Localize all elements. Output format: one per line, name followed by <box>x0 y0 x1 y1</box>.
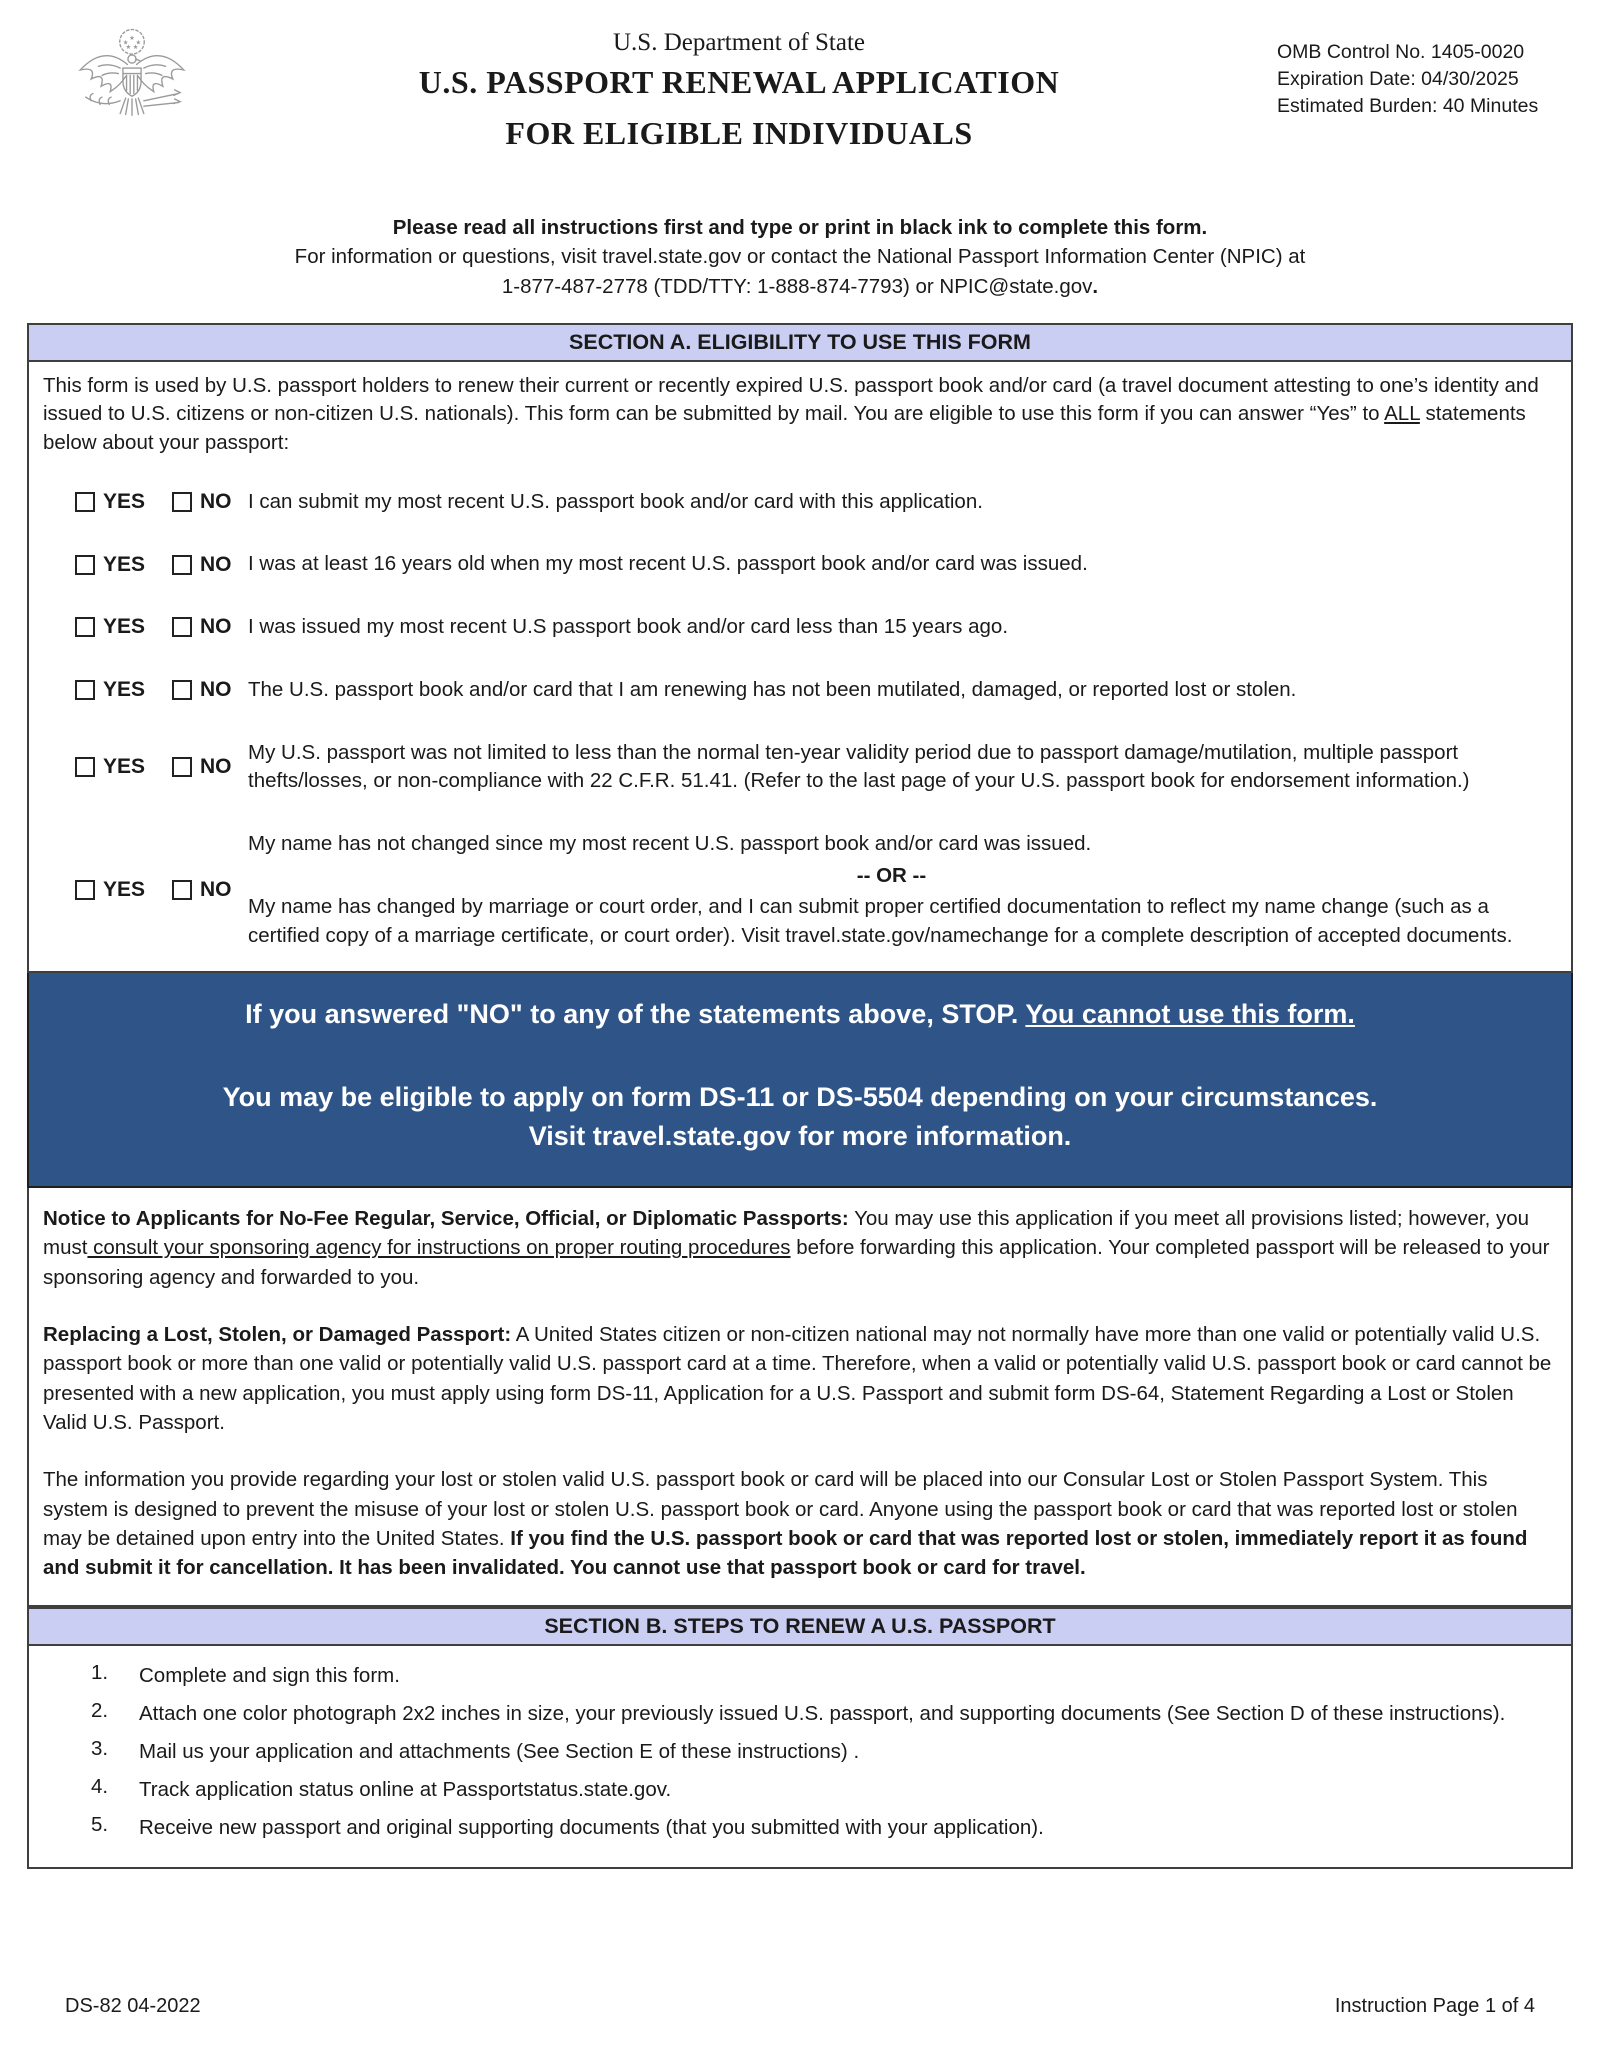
no-option-6[interactable]: NO <box>172 878 248 902</box>
form-title-line-2: FOR ELIGIBLE INDIVIDUALS <box>505 115 973 152</box>
omb-info <box>1277 25 1539 120</box>
yes-checkbox-1[interactable] <box>75 492 95 512</box>
svg-text:★: ★ <box>125 44 132 52</box>
no-checkbox-3[interactable] <box>172 617 192 637</box>
statement-6-part-2: My name has changed by marriage or court order, and I can submit proper certified documentation to reflect my name change (such as a certified copy of a marriage certificate, or court order). Visit travel.state.gov/namechange for a complete description of accepted documents. <box>248 895 1513 947</box>
yes-option-4[interactable]: YES <box>75 678 172 702</box>
statement-1: I can submit my most recent U.S. passport book and/or card with this application. <box>248 489 983 513</box>
page-number-label: Instruction Page 1 of 4 <box>1334 1995 1535 2017</box>
notices-section <box>27 1188 1573 1606</box>
notice-no-fee: Notice to Applicants for No-Fee Regular, Service, Official, or Diplomatic Passports: You may use this application if you meet all provisions listed; however, you must consult your sponsoring agency for instructions on proper routing procedures before forwarding this application. Your completed passport will be released to your sponsoring agency and forwarded to you. <box>43 1207 1550 1289</box>
form-title-line-1: U.S. PASSPORT RENEWAL APPLICATION <box>418 64 1060 100</box>
omb-expiration-date: Expiration Date: 04/30/2025 <box>1277 67 1519 90</box>
no-option-2[interactable]: NO <box>172 553 248 577</box>
step-3: 3. Mail us your application and attachments (See Section E of these instructions) . <box>91 1736 860 1763</box>
eligibility-row-6 <box>75 830 1541 951</box>
eligibility-row-2 <box>75 550 1541 579</box>
yes-option-3[interactable]: YES <box>75 615 172 639</box>
section-b-steps <box>27 1646 1573 1870</box>
title-block <box>201 25 1277 159</box>
eligibility-row-4 <box>75 676 1541 705</box>
stop-banner-line-2: You may be eligible to apply on form DS-11 or DS-5504 depending on your circumstances. <box>222 1081 1378 1112</box>
no-option-3[interactable]: NO <box>172 615 248 639</box>
omb-estimated-burden: Estimated Burden: 40 Minutes <box>1277 94 1539 117</box>
statement-4: The U.S. passport book and/or card that I am renewing has not been mutilated, damaged, or reported lost or stolen. <box>248 677 1297 701</box>
section-a-content <box>27 362 1573 973</box>
svg-text:★: ★ <box>135 39 142 47</box>
svg-text:★: ★ <box>129 34 135 42</box>
intro-line-2: For information or questions, visit travel.state.gov or contact the National Passport Information Center (NPIC) at <box>294 245 1306 269</box>
section-b-header: SECTION B. STEPS TO RENEW A U.S. PASSPORT <box>27 1607 1573 1646</box>
statement-3: I was issued my most recent U.S passport book and/or card less than 15 years ago. <box>248 615 1009 639</box>
yes-checkbox-6[interactable] <box>75 880 95 900</box>
step-4: 4. Track application status online at Passportstatus.state.gov. <box>91 1774 672 1801</box>
statement-6 <box>248 830 1541 951</box>
statement-2: I was at least 16 years old when my most recent U.S. passport book and/or card was issued. <box>248 552 1088 576</box>
section-a-header: SECTION A. ELIGIBILITY TO USE THIS FORM <box>27 323 1573 362</box>
step-2: 2. Attach one color photograph 2x2 inches in size, your previously issued U.S. passport, and supporting documents (See Section D of these instructions). <box>91 1698 1506 1725</box>
eligibility-row-1 <box>75 488 1541 517</box>
form-number: DS-82 04-2022 <box>65 1995 201 2017</box>
intro-instructions <box>27 213 1573 300</box>
page-footer <box>27 1995 1573 2018</box>
eligibility-row-5 <box>75 739 1541 796</box>
step-5: 5. Receive new passport and original supporting documents (that you submitted with your application). <box>91 1812 1044 1839</box>
page-header <box>27 25 1573 159</box>
intro-line-1: Please read all instructions first and type or print in black ink to complete this form. <box>392 216 1208 240</box>
no-checkbox-1[interactable] <box>172 492 192 512</box>
no-checkbox-5[interactable] <box>172 757 192 777</box>
eligibility-rows <box>41 458 1559 951</box>
section-a-intro: This form is used by U.S. passport holders to renew their current or recently expired U.S. passport book and/or card (a travel document attesting to one’s identity and issued to U.S. citizens or non-citizen U.S. nationals). This form can be submitted by mail. You are eligible to use this form if you can answer “Yes” to ALL statements below about your passport: <box>43 373 1539 455</box>
no-checkbox-2[interactable] <box>172 555 192 575</box>
yes-option-5[interactable]: YES <box>75 755 172 779</box>
or-divider: -- OR -- <box>856 863 927 887</box>
notice-lost-stolen-system: The information you provide regarding your lost or stolen valid U.S. passport book or card will be placed into our Consular Lost or Stolen Passport System. This system is designed to prevent the misuse of your lost or stolen U.S. passport book or card. Anyone using the passport book or card that was reported lost or stolen may be detained upon entry into the United States. If you find the U.S. passport book or card that was reported lost or stolen, immediately report it as found and submit it for cancellation. It has been invalidated. You cannot use that passport book or card for travel. <box>43 1468 1528 1580</box>
no-option-4[interactable]: NO <box>172 678 248 702</box>
step-1: 1. Complete and sign this form. <box>91 1660 400 1687</box>
agency-name: U.S. Department of State <box>612 29 866 56</box>
us-great-seal-eagle-icon <box>73 25 201 138</box>
eligibility-row-3 <box>75 613 1541 642</box>
yes-checkbox-5[interactable] <box>75 757 95 777</box>
yes-checkbox-2[interactable] <box>75 555 95 575</box>
yes-option-6[interactable]: YES <box>75 878 172 902</box>
svg-text:★: ★ <box>132 44 139 52</box>
stop-banner <box>27 973 1573 1188</box>
statement-5: My U.S. passport was not limited to less than the normal ten-year validity period due to passport damage/mutilation, multiple passport thefts/losses, or non-compliance with 22 C.F.R. 51.41. (Refer to the last page of your U.S. passport book for endorsement information.) <box>248 740 1470 793</box>
yes-option-1[interactable]: YES <box>75 490 172 514</box>
notice-replacing-lost: Replacing a Lost, Stolen, or Damaged Passport: A United States citizen or non-citizen national may not normally have more than one valid or potentially valid U.S. passport book or more than one valid or potentially valid U.S. passport card at a time. Therefore, when a valid or potentially valid U.S. passport book or card cannot be presented with a new application, you must apply using form DS-11, Application for a U.S. Passport and submit form DS-64, Statement Regarding a Lost or Stolen Valid U.S. Passport. <box>43 1323 1552 1434</box>
no-checkbox-6[interactable] <box>172 880 192 900</box>
no-option-5[interactable]: NO <box>172 755 248 779</box>
yes-checkbox-4[interactable] <box>75 680 95 700</box>
no-checkbox-4[interactable] <box>172 680 192 700</box>
no-option-1[interactable]: NO <box>172 490 248 514</box>
intro-line-3: 1-877-487-2778 (TDD/TTY: 1-888-874-7793) or NPIC@state.gov. <box>501 274 1099 298</box>
statement-6-part-1: My name has not changed since my most recent U.S. passport book and/or card was issued. <box>248 831 1092 855</box>
svg-text:★: ★ <box>122 39 129 47</box>
yes-checkbox-3[interactable] <box>75 617 95 637</box>
yes-option-2[interactable]: YES <box>75 553 172 577</box>
stop-banner-line-3: Visit travel.state.gov for more information. <box>528 1120 1072 1151</box>
stop-banner-line-1: If you answered "NO" to any of the statements above, STOP. You cannot use this form. <box>245 998 1355 1029</box>
omb-control-number: OMB Control No. 1405-0020 <box>1277 41 1525 63</box>
